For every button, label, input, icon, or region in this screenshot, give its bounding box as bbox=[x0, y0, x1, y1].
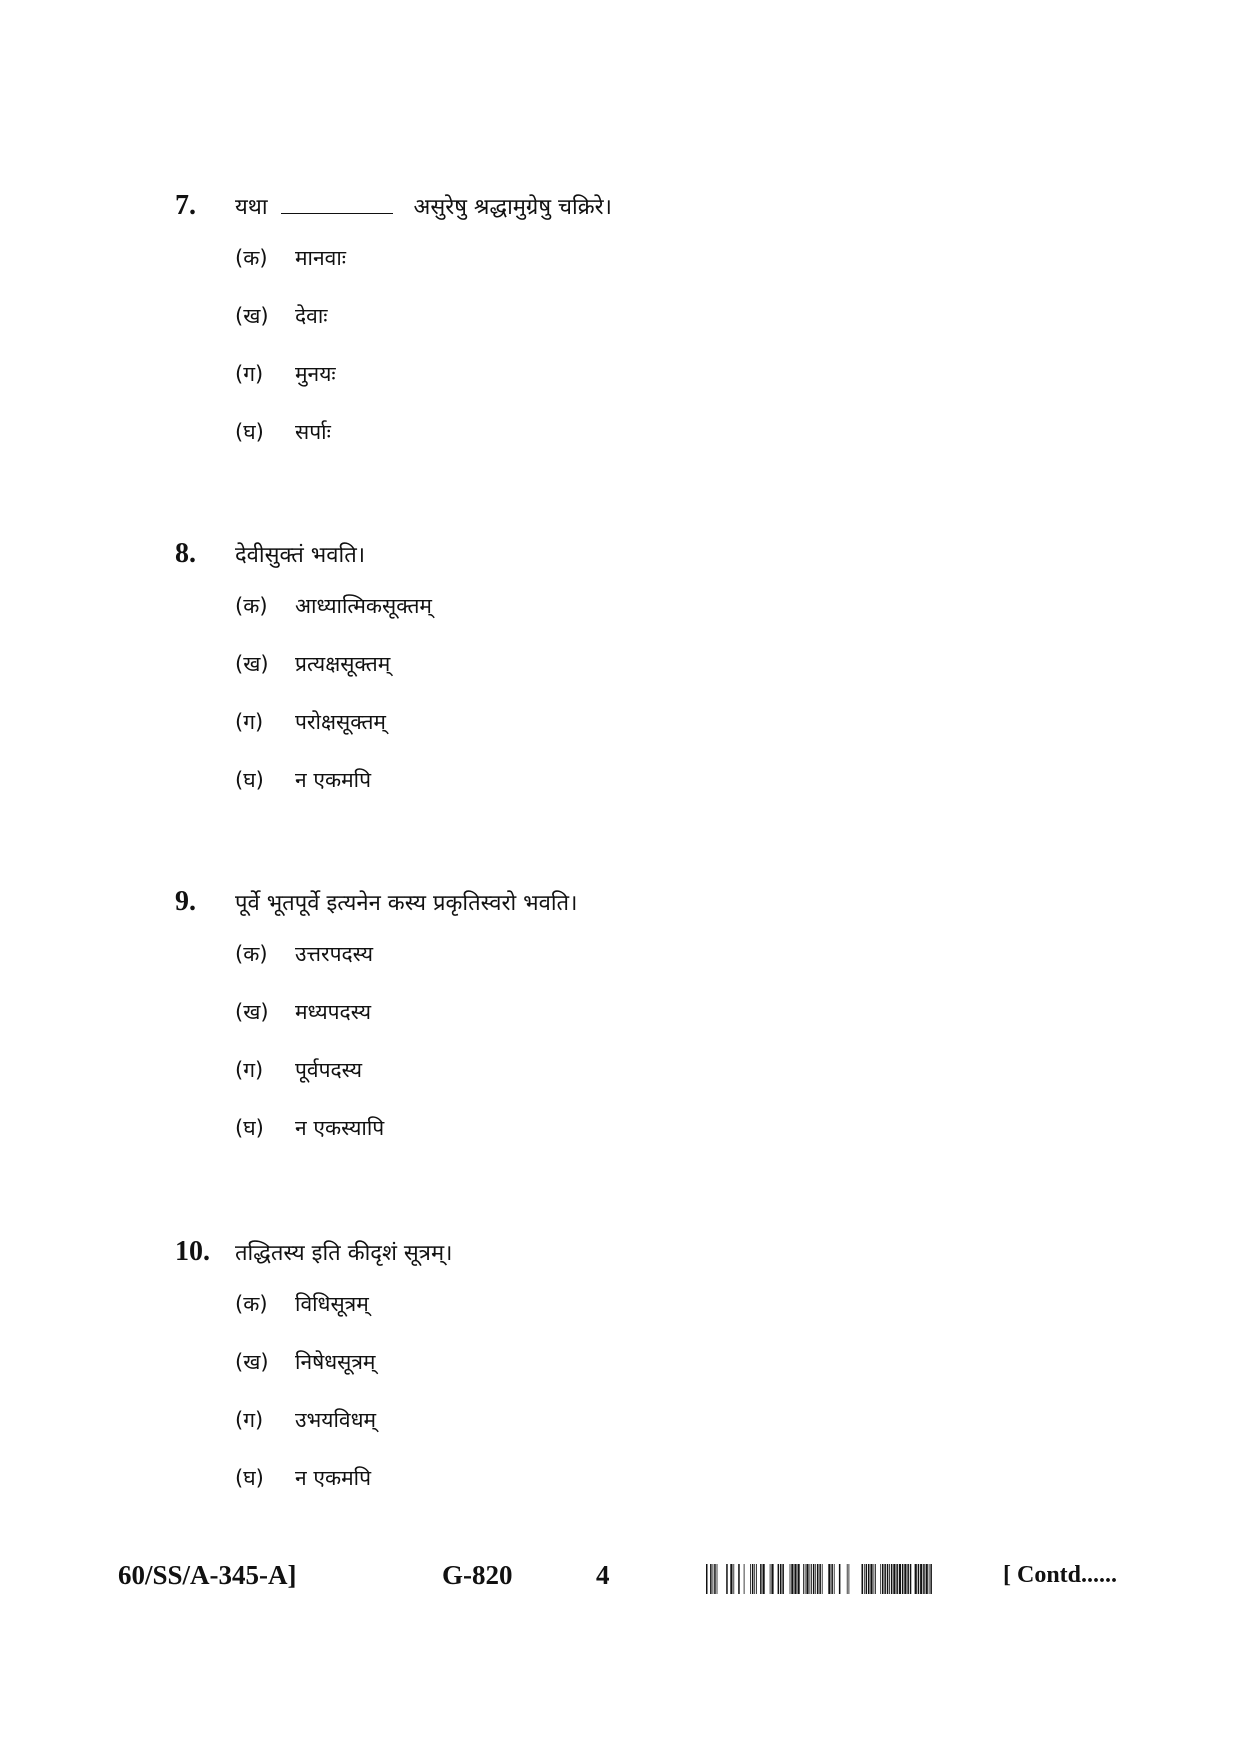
option-text: न एकमपि bbox=[295, 768, 371, 792]
option-text: न एकस्यापि bbox=[295, 1116, 385, 1140]
option-label: (क) bbox=[235, 942, 268, 966]
option-ga bbox=[175, 1406, 1075, 1464]
option-gha bbox=[175, 418, 1075, 476]
option-label: (घ) bbox=[235, 768, 264, 792]
option-kha bbox=[175, 650, 1075, 708]
option-kha bbox=[175, 1348, 1075, 1406]
fill-in-blank bbox=[281, 195, 393, 214]
option-ga bbox=[175, 1056, 1075, 1114]
footer-code: 60/SS/A-345-A] bbox=[118, 1560, 297, 1590]
question-9 bbox=[175, 886, 1075, 1172]
options-list bbox=[175, 940, 1075, 1172]
option-text: उत्तरपदस्य bbox=[295, 942, 374, 966]
option-label: (घ) bbox=[235, 1116, 264, 1140]
page-number: 4 bbox=[596, 1560, 610, 1590]
page-footer bbox=[0, 1560, 1241, 1610]
option-text: न एकमपि bbox=[295, 1466, 371, 1490]
option-text: मुनयः bbox=[295, 362, 336, 386]
option-label: (ख) bbox=[235, 1350, 269, 1374]
footer-paper-code: G-820 bbox=[442, 1560, 513, 1590]
option-text: उभयविधम् bbox=[295, 1408, 377, 1432]
question-text bbox=[235, 191, 612, 221]
option-text: मानवाः bbox=[295, 246, 347, 270]
option-text: परोक्षसूक्तम् bbox=[295, 710, 386, 734]
question-7 bbox=[175, 190, 1075, 476]
question-8 bbox=[175, 538, 1075, 824]
option-label: (घ) bbox=[235, 1466, 264, 1490]
option-text: मध्यपदस्य bbox=[295, 1000, 372, 1024]
option-kha bbox=[175, 998, 1075, 1056]
option-text: आध्यात्मिकसूक्तम् bbox=[295, 594, 432, 618]
option-label: (क) bbox=[235, 1292, 268, 1316]
question-number: 9. bbox=[175, 886, 196, 917]
option-ga bbox=[175, 708, 1075, 766]
option-ka bbox=[175, 1290, 1075, 1348]
options-list bbox=[175, 1290, 1075, 1522]
question-text: पूर्वे भूतपूर्वे इत्यनेन कस्य प्रकृतिस्वरो भवति। bbox=[235, 891, 578, 916]
question-text-before-blank: यथा bbox=[235, 195, 268, 220]
option-label: (ग) bbox=[235, 1058, 264, 1082]
option-gha bbox=[175, 766, 1075, 824]
options-list bbox=[175, 244, 1075, 476]
option-label: (ग) bbox=[235, 710, 264, 734]
option-gha bbox=[175, 1464, 1075, 1522]
continued-marker: [ Contd...... bbox=[1003, 1562, 1118, 1588]
option-text: पूर्वपदस्य bbox=[295, 1058, 363, 1082]
option-ka bbox=[175, 244, 1075, 302]
option-label: (ग) bbox=[235, 362, 264, 386]
options-list bbox=[175, 592, 1075, 824]
option-label: (क) bbox=[235, 246, 268, 270]
option-label: (क) bbox=[235, 594, 268, 618]
option-text: सर्पाः bbox=[295, 420, 331, 444]
option-ga bbox=[175, 360, 1075, 418]
option-label: (ख) bbox=[235, 1000, 269, 1024]
question-text: तद्धितस्य इति कीदृशं सूत्रम्। bbox=[235, 1241, 453, 1266]
question-number: 8. bbox=[175, 538, 196, 569]
option-text: निषेधसूत्रम् bbox=[295, 1350, 376, 1374]
option-label: (ग) bbox=[235, 1408, 264, 1432]
option-ka bbox=[175, 592, 1075, 650]
option-label: (ख) bbox=[235, 652, 269, 676]
question-number: 10. bbox=[175, 1236, 210, 1267]
question-text-after-blank: असुरेषु श्रद्धामुग्रेषु चक्रिरे। bbox=[413, 195, 612, 220]
option-text: देवाः bbox=[295, 304, 328, 328]
question-number: 7. bbox=[175, 190, 196, 221]
option-kha bbox=[175, 302, 1075, 360]
question-text: देवीसुक्तं भवति। bbox=[235, 543, 366, 568]
option-text: विधिसूत्रम् bbox=[295, 1292, 369, 1316]
option-label: (ख) bbox=[235, 304, 269, 328]
barcode-icon bbox=[706, 1564, 936, 1594]
question-10 bbox=[175, 1236, 1075, 1522]
option-ka bbox=[175, 940, 1075, 998]
option-text: प्रत्यक्षसूक्तम् bbox=[295, 652, 391, 676]
option-label: (घ) bbox=[235, 420, 264, 444]
option-gha bbox=[175, 1114, 1075, 1172]
